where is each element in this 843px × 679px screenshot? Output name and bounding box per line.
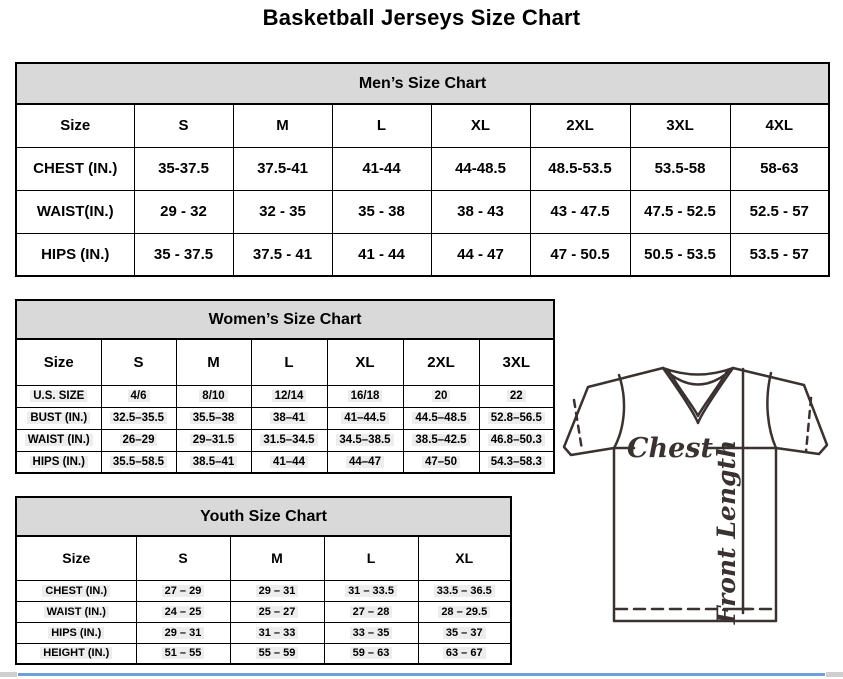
womens-cell-value: 29–31.5 [190,434,238,446]
womens-row-label [16,385,101,407]
youth-row-label [16,643,136,664]
womens-table-row [16,429,554,451]
womens-column-header: 2XL [403,339,479,385]
mens-cell [630,190,730,233]
womens-row-label [16,429,101,451]
mens-cell-value: 32 - 35 [259,203,306,220]
womens-cell [101,429,176,451]
mens-column-header: 2XL [530,104,630,147]
youth-cell-value: 55 – 59 [256,647,299,659]
womens-cell [327,407,403,429]
youth-table-row [16,622,511,643]
mens-cell-value: 38 - 43 [457,203,504,220]
youth-column-header: L [324,536,418,580]
mens-row-label-text: CHEST (IN.) [33,160,118,177]
jersey-outline [564,368,827,621]
youth-cell [230,622,324,643]
mens-cell [431,147,530,190]
womens-table-row [16,385,554,407]
womens-cell [176,429,251,451]
youth-cell [418,601,511,622]
mens-cell-value: 48.5-53.5 [548,160,612,177]
mens-cell [332,147,431,190]
womens-cell [101,451,176,473]
womens-cell-value: 32.5–35.5 [110,412,167,424]
youth-row-label-text: CHEST (IN.) [42,585,110,597]
mens-cell-value: 53.5-58 [654,160,706,177]
youth-cell-value: 29 – 31 [256,585,299,597]
youth-row-label-text: WAIST (IN.) [44,606,109,618]
womens-cell-value: 16/18 [348,390,383,402]
youth-cell-value: 31 – 33.5 [345,585,397,597]
youth-table-row [16,580,511,601]
mens-cell-value: 29 - 32 [160,203,207,220]
mens-cell [431,190,530,233]
mens-row-label [16,233,134,276]
womens-cell-value: 4/6 [128,390,150,402]
womens-cell-value: 44–47 [346,456,384,468]
womens-cell-value: 41–44 [270,456,308,468]
youth-cell-value: 63 – 67 [443,647,486,659]
youth-cell [324,580,418,601]
mens-cell [530,233,630,276]
womens-cell [251,407,327,429]
mens-column-header: Size [16,104,134,147]
jersey-measurement-diagram [558,360,840,632]
mens-cell [233,233,332,276]
mens-row-label [16,190,134,233]
womens-column-header: S [101,339,176,385]
womens-table-row [16,451,554,473]
womens-cell [479,429,554,451]
womens-cell [479,451,554,473]
womens-row-label-text: U.S. SIZE [30,390,87,402]
youth-column-header: S [136,536,230,580]
youth-row-label [16,601,136,622]
youth-column-header: Size [16,536,136,580]
womens-cell [403,429,479,451]
womens-cell [479,385,554,407]
womens-cell-value: 38.5–41 [190,456,238,468]
youth-cell-value: 25 – 27 [256,606,299,618]
youth-cell-value: 33 – 35 [350,627,393,639]
womens-cell [101,385,176,407]
womens-cell [251,385,327,407]
mens-cell-value: 35 - 37.5 [153,245,214,263]
womens-cell [403,385,479,407]
mens-cell-value: 37.5-41 [257,160,308,177]
womens-cell-value: 12/14 [272,390,307,402]
youth-cell [136,601,230,622]
womens-cell [251,429,327,451]
mens-cell-value: 43 - 47.5 [550,203,610,220]
womens-cell-value: 46.8–50.3 [488,434,545,446]
womens-cell-value: 35.5–58.5 [110,456,167,468]
womens-cell [251,451,327,473]
youth-table-row [16,601,511,622]
womens-row-label-text: BUST (IN.) [27,412,90,424]
youth-row-label-text: HEIGHT (IN.) [40,647,112,659]
mens-cell-value: 41-44 [362,160,401,177]
mens-cell [730,147,829,190]
mens-column-header: S [134,104,233,147]
youth-cell [324,622,418,643]
scrollbar-left-cap[interactable] [0,672,17,677]
scrollbar-right-cap[interactable] [826,672,843,677]
womens-cell [176,451,251,473]
youth-cell [230,601,324,622]
mens-row-label [16,147,134,190]
youth-cell-value: 29 – 31 [162,627,205,639]
mens-cell [530,147,630,190]
womens-cell [176,385,251,407]
womens-cell [479,407,554,429]
front-length-label: Front Length [712,439,741,625]
mens-cell-value: 50.5 - 53.5 [644,245,716,263]
womens-cell-value: 54.3–58.3 [488,456,545,468]
page-title: Basketball Jerseys Size Chart [262,5,581,30]
womens-cell-value: 35.5–38 [190,412,238,424]
womens-cell [176,407,251,429]
mens-cell [630,233,730,276]
youth-cell [418,643,511,664]
womens-cell-value: 22 [507,390,526,402]
womens-cell [403,451,479,473]
youth-size-chart-table [15,496,512,665]
youth-column-header: M [230,536,324,580]
mens-cell [134,190,233,233]
youth-row-label [16,580,136,601]
mens-cell [332,233,431,276]
mens-cell [332,190,431,233]
mens-column-header: M [233,104,332,147]
mens-size-chart-table [15,62,830,277]
mens-cell-value: 58-63 [760,160,799,177]
mens-table-row [16,147,829,190]
womens-cell-value: 8/10 [199,390,227,402]
mens-cell [233,147,332,190]
mens-column-header: 3XL [630,104,730,147]
mens-table-row [16,190,829,233]
youth-table-title: Youth Size Chart [16,497,511,536]
youth-cell [324,643,418,664]
mens-cell [730,233,829,276]
womens-row-label [16,451,101,473]
mens-cell-value: 44-48.5 [455,160,506,177]
womens-cell-value: 44.5–48.5 [412,412,469,424]
youth-table-row [16,643,511,664]
mens-column-header: 4XL [730,104,829,147]
womens-table-row [16,407,554,429]
womens-cell-value: 38–41 [270,412,308,424]
womens-row-label-text: WAIST (IN.) [25,434,93,446]
mens-cell [730,190,829,233]
womens-cell-value: 41–44.5 [341,412,389,424]
youth-cell-value: 24 – 25 [162,606,205,618]
womens-cell-value: 47–50 [422,456,460,468]
mens-cell-value: 47 - 50.5 [550,245,610,263]
youth-cell [230,580,324,601]
mens-cell-value: 44 - 47 [457,245,504,263]
womens-cell-value: 31.5–34.5 [260,434,317,446]
womens-column-header: Size [16,339,101,385]
womens-row-label [16,407,101,429]
womens-size-chart-table [15,299,555,474]
womens-table-title: Women’s Size Chart [16,300,554,339]
mens-cell-value: 35-37.5 [158,160,209,177]
mens-cell-value: 35 - 38 [358,203,405,220]
mens-table-row [16,233,829,276]
mens-cell [431,233,530,276]
womens-cell-value: 20 [432,390,451,402]
youth-cell-value: 28 – 29.5 [438,606,490,618]
scrollbar-thumb[interactable] [18,673,825,676]
mens-cell-value: 37.5 - 41 [252,245,313,263]
youth-cell-value: 33.5 – 36.5 [434,585,495,597]
mens-row-label-text: WAIST(IN.) [36,203,114,220]
mens-cell-value: 53.5 - 57 [749,245,809,263]
womens-cell [327,429,403,451]
womens-cell-value: 34.5–38.5 [336,434,393,446]
youth-row-label-text: HIPS (IN.) [48,627,104,639]
mens-cell [530,190,630,233]
youth-cell [324,601,418,622]
mens-table-title: Men’s Size Chart [16,63,829,104]
mens-cell [134,147,233,190]
mens-column-header: L [332,104,431,147]
mens-cell [134,233,233,276]
youth-cell-value: 31 – 33 [256,627,299,639]
womens-column-header: 3XL [479,339,554,385]
youth-row-label [16,622,136,643]
youth-cell-value: 27 – 29 [162,585,205,597]
womens-cell [101,407,176,429]
youth-cell-value: 27 – 28 [350,606,393,618]
youth-cell [136,643,230,664]
youth-cell [136,580,230,601]
womens-column-header: XL [327,339,403,385]
womens-cell [327,451,403,473]
mens-column-header: XL [431,104,530,147]
womens-cell [327,385,403,407]
womens-column-header: M [176,339,251,385]
womens-row-label-text: HIPS (IN.) [30,456,88,468]
youth-cell-value: 59 – 63 [350,647,393,659]
mens-cell [233,190,332,233]
womens-column-header: L [251,339,327,385]
youth-cell-value: 51 – 55 [162,647,205,659]
mens-cell [630,147,730,190]
youth-cell [418,580,511,601]
youth-cell-value: 35 – 37 [443,627,486,639]
womens-cell-value: 38.5–42.5 [412,434,469,446]
womens-cell-value: 52.8–56.5 [488,412,545,424]
womens-cell-value: 26–29 [120,434,158,446]
womens-cell [403,407,479,429]
chest-label: Chest [627,433,713,464]
mens-cell-value: 41 - 44 [358,245,405,263]
mens-row-label-text: HIPS (IN.) [41,245,110,263]
youth-cell [230,643,324,664]
youth-cell [136,622,230,643]
youth-cell [418,622,511,643]
mens-cell-value: 47.5 - 52.5 [644,203,716,220]
mens-cell-value: 52.5 - 57 [749,203,809,220]
youth-column-header: XL [418,536,511,580]
